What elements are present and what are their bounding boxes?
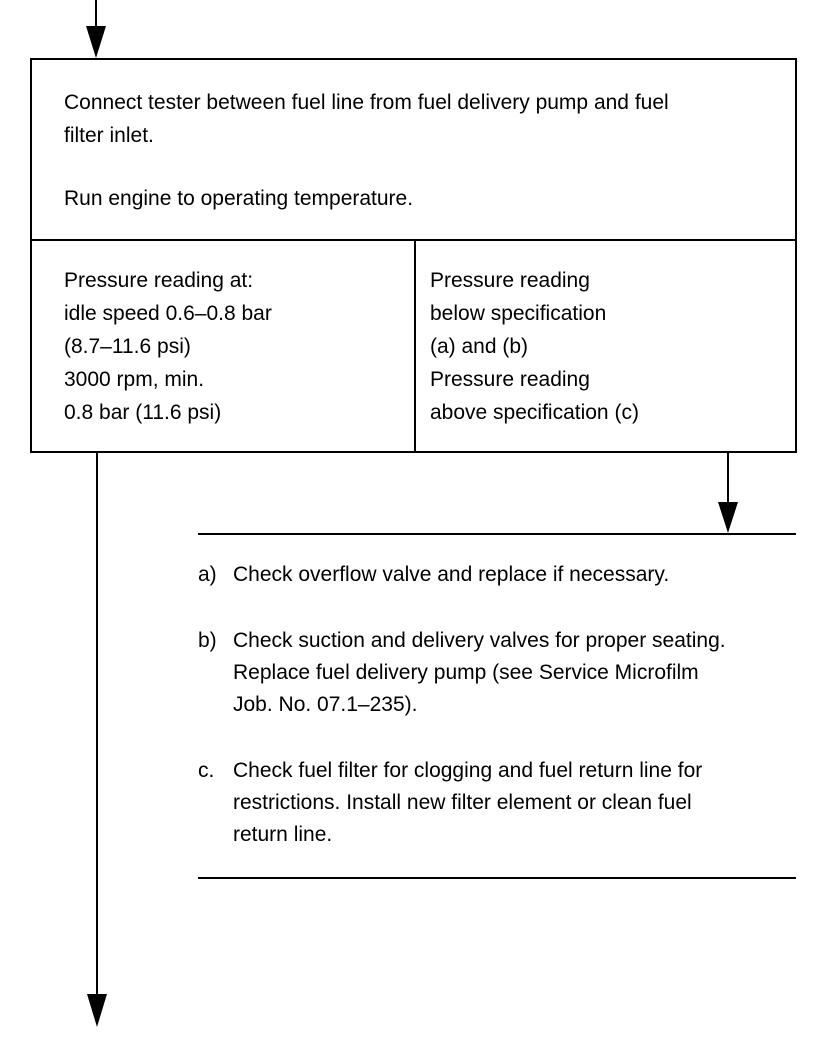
remedy-marker: a) bbox=[198, 563, 217, 586]
test-procedure-box bbox=[30, 58, 797, 453]
remedy-line: Replace fuel delivery pump (see Service Microfilm bbox=[233, 661, 699, 684]
result-line: 3000 rpm, min. bbox=[64, 368, 205, 391]
instruction-line: filter inlet. bbox=[64, 124, 154, 147]
remedy-line: Check suction and delivery valves for proper seating. bbox=[233, 629, 726, 652]
instruction-line: Connect tester between fuel line from fuel delivery pump and fuel bbox=[64, 91, 669, 114]
result-line: below specification bbox=[430, 302, 607, 325]
run-engine-instruction: Run engine to operating temperature. bbox=[64, 187, 414, 210]
remedy-text bbox=[233, 755, 798, 851]
result-line: (8.7–11.6 psi) bbox=[64, 335, 191, 358]
test-instruction-section bbox=[32, 60, 795, 241]
result-line: Pressure reading bbox=[430, 269, 590, 292]
fail-arrow-head bbox=[718, 502, 738, 533]
remedy-text bbox=[233, 625, 798, 721]
connect-tester-instruction bbox=[64, 86, 784, 152]
remedy-line: Check overflow valve and replace if necessary. bbox=[233, 563, 670, 586]
result-line: Pressure reading at: bbox=[64, 269, 254, 292]
remedy-line: Check fuel filter for clogging and fuel return line for bbox=[233, 759, 703, 782]
pass-arrow-head bbox=[87, 994, 107, 1027]
remedy-text bbox=[233, 559, 798, 591]
remedy-marker: c. bbox=[198, 759, 215, 782]
remedies-bottom-rule bbox=[198, 877, 796, 879]
remedy-line: restrictions. Install new filter element or clean fuel bbox=[233, 791, 692, 814]
column-divider bbox=[414, 241, 416, 451]
remedy-line: Job. No. 07.1–235). bbox=[233, 693, 418, 716]
out-of-spec-result bbox=[430, 264, 639, 429]
incoming-arrow-head bbox=[86, 26, 106, 58]
remedy-marker: b) bbox=[198, 629, 217, 652]
within-spec-result bbox=[64, 264, 272, 429]
remedy-line: return line. bbox=[233, 823, 333, 846]
result-line: above specification (c) bbox=[430, 401, 639, 424]
remedies-top-rule bbox=[198, 533, 796, 535]
result-line: idle speed 0.6–0.8 bar bbox=[64, 302, 272, 325]
result-line: Pressure reading bbox=[430, 368, 590, 391]
result-line: (a) and (b) bbox=[430, 335, 529, 358]
result-line: 0.8 bar (11.6 psi) bbox=[64, 401, 222, 424]
